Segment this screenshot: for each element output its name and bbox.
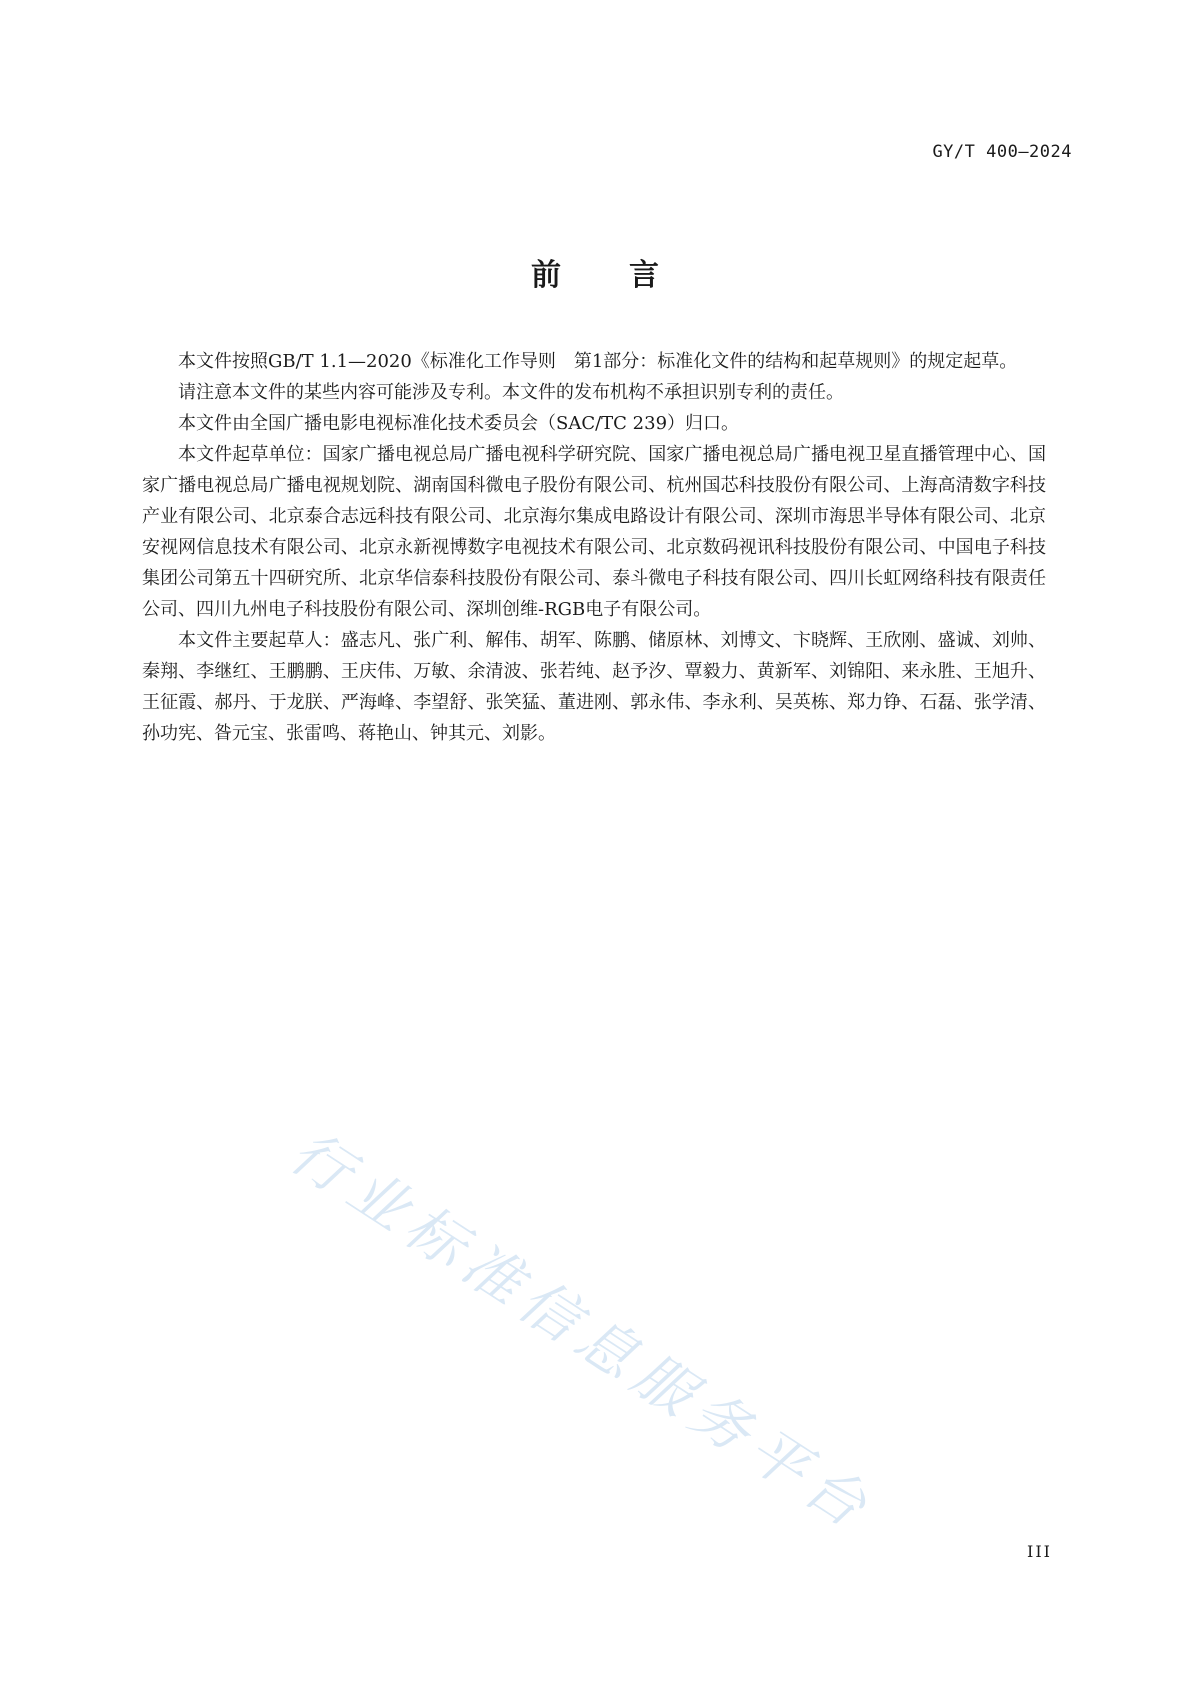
- paragraph-drafters: 本文件主要起草人：盛志凡、张广利、解伟、胡军、陈鹏、储原林、刘博文、卞晓辉、王欣刚、盛诚、刘帅、秦翔、李继红、王鹏鹏、王庆伟、万敏、余清波、张若纯、赵予汐、覃毅力、黄新军、刘锦阳、来永胜、王旭升、王征霞、郝丹、于龙朕、严海峰、李望舒、张笑猛、董进刚、郭永伟、李永利、吴英栋、郑力铮、石磊、张学清、孙功宪、昝元宝、张雷鸣、蒋艳山、钟其元、刘影。: [142, 630, 1046, 744]
- paragraph-patent-notice: 请注意本文件的某些内容可能涉及专利。本文件的发布机构不承担识别专利的责任。: [178, 382, 844, 403]
- paragraph-committee: 本文件由全国广播电影电视标准化技术委员会（SAC/TC 239）归口。: [178, 413, 740, 434]
- page-number: III: [1027, 1542, 1052, 1561]
- document-code: GY/T 400—2024: [932, 142, 1072, 162]
- watermark: 行业标准信息服务平台: [278, 1117, 887, 1546]
- page-title: 前言: [531, 258, 727, 293]
- paragraph-drafting-units: 本文件起草单位：国家广播电视总局广播电视科学研究院、国家广播电视总局广播电视卫星直播管理中心、国家广播电视总局广播电视规划院、湖南国科微电子股份有限公司、杭州国芯科技股份有限公司、上海高清数字科技产业有限公司、北京泰合志远科技有限公司、北京海尔集成电路设计有限公司、深圳市海思半导体有限公司、北京安视网信息技术有限公司、北京永新视博数字电视技术有限公司、北京数码视讯科技股份有限公司、中国电子科技集团公司第五十四研究所、北京华信泰科技股份有限公司、泰斗微电子科技有限公司、四川长虹网络科技有限责任公司、四川九州电子科技股份有限公司、深圳创维-RGB电子有限公司。: [142, 444, 1046, 620]
- paragraph-drafting-basis: 本文件按照GB/T 1.1—2020《标准化工作导则 第1部分：标准化文件的结构和起草规则》的规定起草。: [178, 351, 1018, 372]
- document-body: [142, 346, 1046, 749]
